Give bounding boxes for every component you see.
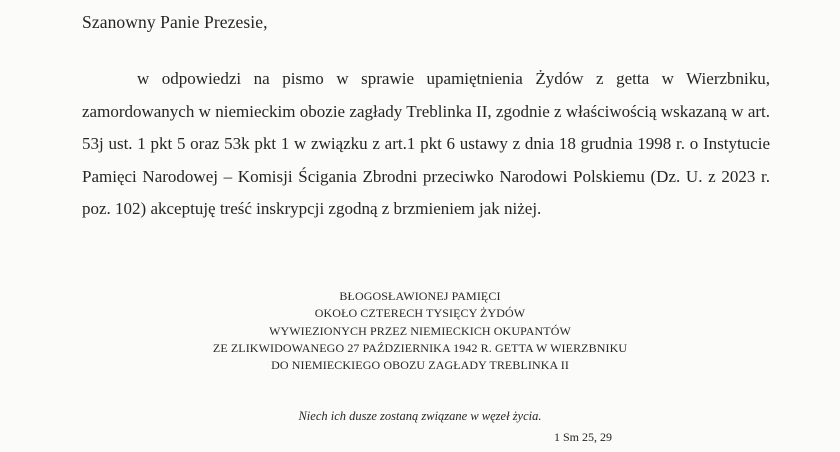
inscription-line: OKOŁO CZTERECH TYSIĘCY ŻYDÓW <box>314 306 526 321</box>
inscription-line: ZE ZLIKWIDOWANEGO 27 PAŹDZIERNIKA 1942 R. GETTA W WIERZBNIKU <box>212 340 628 355</box>
letter-body-paragraph: w odpowiedzi na pismo w sprawie upamiętnienia Żydów z getta w Wierzbniku, zamordowanych w niemieckim obozie zagłady Treblinka II, zgodnie z właściwością wskazaną w art. 53j ust. 1 pkt 5 oraz 53k pkt 1 w związku z art.1 pkt 6 ustawy z dnia 18 grudnia 1998 r. o Instytucie Pamięci Narodowej – Komisji Ścigania Zbrodni przeciwko Narodowi Polskiemu (Dz. U. z 2023 r. poz. 102) akceptuję treść inskrypcji zgodną z brzmieniem jak niżej. <box>82 69 770 218</box>
bible-reference: 1 Sm 25, 29 <box>553 430 612 444</box>
inscription-line: WYWIEZIONYCH PRZEZ NIEMIECKICH OKUPANTÓW <box>269 323 571 338</box>
inscription-quote: Niech ich dusze zostaną związane w węzeł życia. <box>298 409 542 423</box>
inscription-block <box>160 288 680 374</box>
inscription-line: BŁOGOSŁAWIONEJ PAMIĘCI <box>339 289 501 303</box>
letter-salutation: Szanowny Panie Prezesie, <box>82 12 268 32</box>
inscription-line: DO NIEMIECKIEGO OBOZU ZAGŁADY TREBLINKA II <box>271 358 569 373</box>
